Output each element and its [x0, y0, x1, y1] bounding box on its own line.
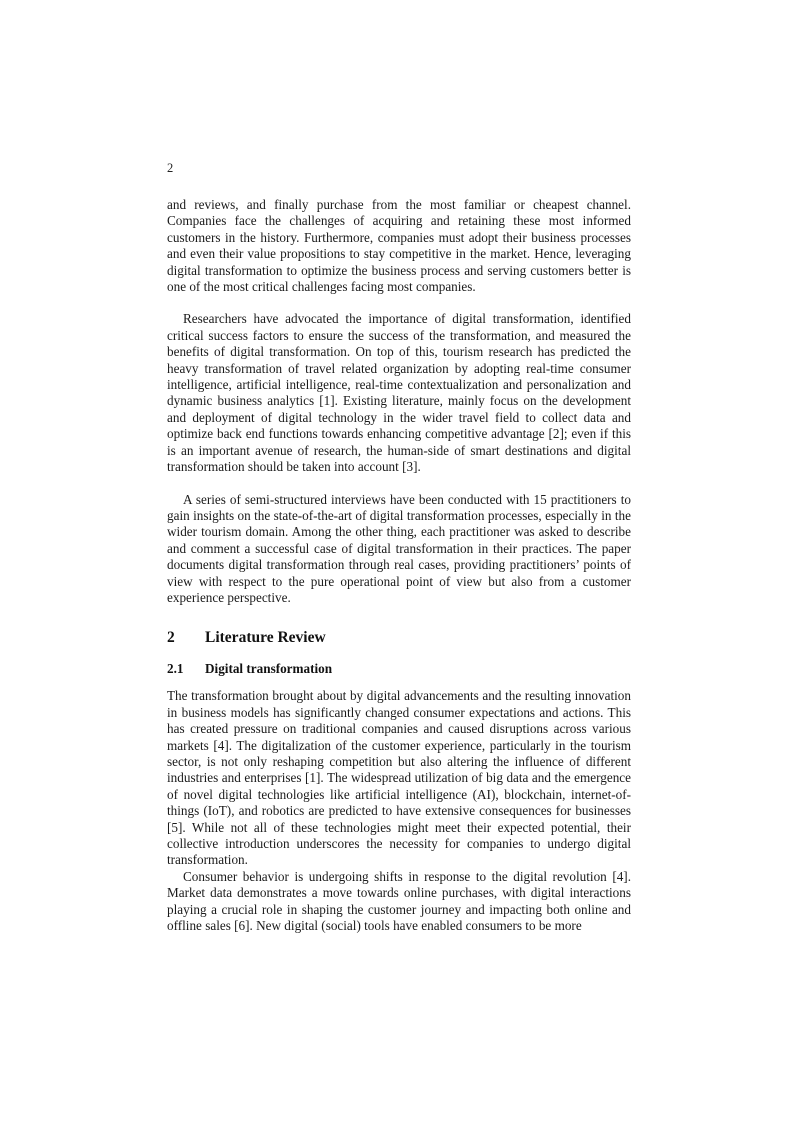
section-heading: [167, 628, 631, 648]
subsection-title: Digital transformation: [205, 661, 333, 677]
subsection-number: 2.1: [167, 661, 184, 677]
paragraph-intro-3: A series of semi-structured interviews have been conducted with 15 practitioners to gain insights on the state-of-the-art of digital transformation processes, especially in the wider tourism domain. Among the other thing, each practitioner was asked to describe and comment a successful case of digital transformation in their practices. The paper documents digital transformation through real cases, providing practitioners’ points of view with respect to the pure operational point of view but also from a customer experience perspective.: [167, 491, 631, 605]
paragraph-intro-2: Researchers have advocated the importance of digital transformation, identified critical success factors to ensure the success of the transformation, and measured the benefits of digital transformation. On top of this, tourism research has predicted the heavy transformation of travel related organization by adopting real-time consumer intelligence, artificial intelligence, real-time contextualization and personalization and dynamic business analytics [1]. Existing literature, mainly focus on the development and deployment of digital technology in the wider travel field to collect data and optimize back end functions towards enhancing competitive advantage [2]; even if this is an important avenue of research, the human-side of smart destinations and digital transformation should be taken into account [3].: [167, 311, 631, 475]
paragraph-intro-1: and reviews, and finally purchase from the most familiar or cheapest channel. Companies face the challenges of acquiring and retaining these most informed customers in the history. Furthermore, companies must adopt their business processes and even their value propositions to stay competitive in the market. Hence, leveraging digital transformation to optimize the business process and serving customers better is one of the most critical challenges facing most companies.: [167, 197, 631, 295]
subsection-heading: [167, 660, 631, 678]
page-number: 2: [167, 161, 174, 175]
section-title: Literature Review: [205, 629, 326, 647]
paragraph-section-2: Consumer behavior is undergoing shifts in response to the digital revolution [4]. Market data demonstrates a move towards online purchases, with digital interactions playing a crucial role in shaping the customer journey and impacting both online and offline sales [6]. New digital (social) tools have enabled consumers to be more: [167, 868, 631, 934]
section-number: 2: [167, 629, 175, 647]
paragraph-section-1: The transformation brought about by digital advancements and the resulting innovation in business models has significantly changed consumer expectations and actions. This has created pressure on traditional companies and caused disruptions across various markets [4]. The digitalization of the customer experience, particularly in the tourism sector, is not only reshaping competition but also altering the influence of different industries and enterprises [1]. The widespread utilization of big data and the emergence of novel digital technologies like artificial intelligence (AI), blockchain, internet-of-things (IoT), and robotics are predicted to have extensive consequences for businesses [5]. While not all of these technologies might meet their expected potential, their collective introduction underscores the necessity for companies to undergo digital transformation.: [167, 688, 631, 868]
body-text: [167, 197, 631, 934]
